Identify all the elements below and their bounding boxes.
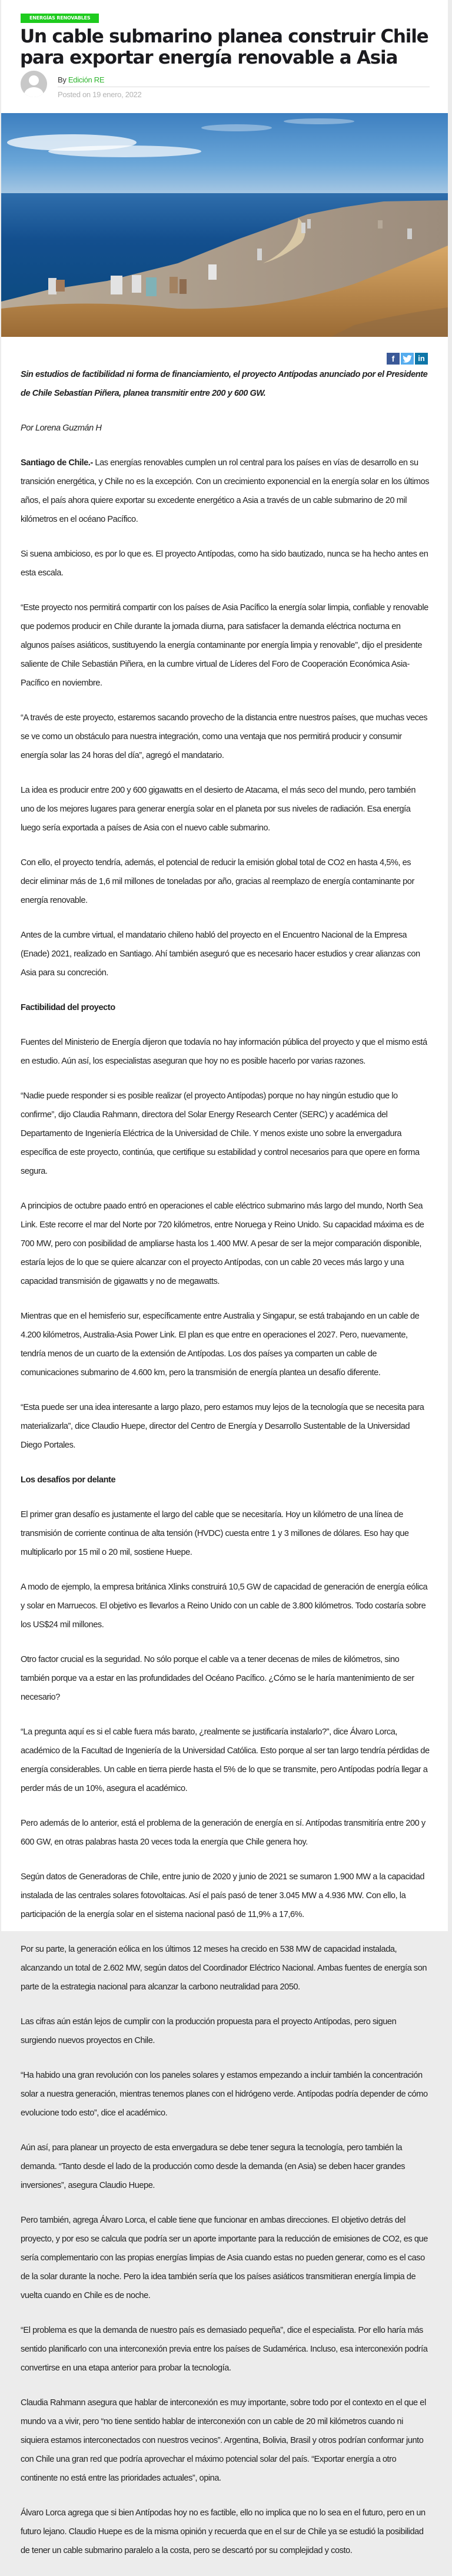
article-paragraph: Álvaro Lorca agrega que si bien Antípodas hoy no es factible, ello no implica que no lo sea en el futuro, pero en un futuro lejano. Claudio Huepe es de la misma opinión y recuerda que en el sur de Chile ya se estudió la posibilidad de tener un cable submarino paralelo a la costa, pero se descartó por su complejidad y costo.: [21, 2508, 426, 2555]
linkedin-share-icon[interactable]: in: [415, 353, 428, 365]
article-paragraph: Pero además de lo anterior, está el problema de la generación de energía en sí. Antípodas transmitiría entre 200 y 600 GW, en otras palabras hasta 20 veces toda la energía que Chile genera hoy.: [21, 1819, 426, 1847]
article-paragraph: Otro factor crucial es la seguridad. No sólo porque el cable va a tener decenas de miles de kilómetros, sino también porque va a estar en las profundidades del Océano Pacífico. ¿Cómo se le haría mantenimiento de ser necesario?: [21, 1655, 414, 1702]
byline-prefix: By: [58, 75, 67, 84]
section-heading-desafios: Los desafíos por delante: [21, 1475, 116, 1485]
article-paragraph: “Este proyecto nos permitirá compartir con los países de Asia Pacífico la energía solar limpia, confiable y renovable que podemos producir en Chile durante la jornada diurna, para satisfacer la demanda eléctrica nocturna en algunos países asiáticos, sustituyendo la energía contaminante por energía limpia y renovable”, dijo el presidente saliente de Chile Sebastián Piñera, en la cumbre virtual de Líderes del Foro de Cooperación Económica Asia-Pacífico en noviembre.: [21, 603, 428, 688]
avatar-shoulders: [24, 87, 44, 97]
article-paragraph: A principios de octubre paado entró en operaciones el cable eléctrico submarino más largo del mundo, North Sea Link. Este recorre el mar del Norte por 720 kilómetros, entre Noruega y Reino Unido. Su capacidad máxima es de 700 MW, pero con posibilidad de ampliarse hasta los 1.400 MW. A pesar de ser la mejor comparación disponible, estaría lejos de lo que se quiere alcanzar con el proyecto Antípodas, con un cable 20 veces más largo y una capacidad transmisión de gigawatts y no de megawatts.: [21, 1201, 424, 1286]
dateline: Santiago de Chile.-: [21, 458, 93, 468]
article-paragraph: “Nadie puede responder si es posible realizar (el proyecto Antípodas) porque no hay ningún estudio que lo confirme”, dijo Claudia Rahmann, directora del Solar Energy Research Center (SERC) y académica del Departamento de Ingeniería Eléctrica de la Universidad de Chile. Y menos existe uno sobre la envergadura específica de este proyecto, continúa, que certifique su estabilidad y control necesarios para que opere en forma segura.: [21, 1091, 420, 1176]
section-heading-factibilidad: Factibilidad del proyecto: [21, 1003, 115, 1012]
facebook-share-icon[interactable]: f: [387, 353, 400, 365]
paragraph-text: Las energías renovables cumplen un rol central para los países en vías de desarrollo en su transición energética, y Chile no es la excepción. Con un crecimiento exponencial en la energía solar en los últimos años, el país ahora quiere exportar su excedente energético a Asia a través de un cable submarino de 20 mil kilómetros en el océano Pacífico.: [21, 458, 430, 524]
article-paragraph: Con ello, el proyecto tendría, además, el potencial de reducir la emisión global total de CO2 en hasta 4,5%, es decir eliminar más de 1,6 mil millones de toneladas por año, gracias al reemplazo de energía contaminante por energía renovable.: [21, 858, 414, 905]
twitter-bird-icon: [403, 355, 412, 363]
author-avatar-icon[interactable]: [21, 71, 47, 97]
article-paragraph: Fuentes del Ministerio de Energía dijeron que todavía no hay información pública del proyecto y que el mismo está en estudio. Aún así, los especialistas aseguran que hoy no es posible hacerlo por varias razones.: [21, 1038, 427, 1066]
article-paragraph: Claudia Rahmann asegura que hablar de interconexión es muy importante, sobre todo por el contexto en el que el mundo va a vivir, pero “no tiene sentido hablar de interconexión con un cable de 20 mil kilómetros cuando ni siquiera estamos interconectados con nuestros vecinos”. Argentina, Bolivia, Brasil y otros podrían conformar junto con Chile una gran red que podría aprovechar el máximo potencial solar del país. “Exportar energía a otro continente no está entre las prioridades actuales”, opina.: [21, 2398, 426, 2483]
article-paragraph: La idea es producir entre 200 y 600 gigawatts en el desierto de Atacama, el más seco del mundo, pero también uno de los mejores lugares para generar energía solar en el planeta por sus niveles de radiación. Esa energía luego sería exportada a países de Asia con el nuevo cable submarino.: [21, 786, 416, 833]
article-paragraph: Mientras que en el hemisferio sur, específicamente entre Australia y Singapur, se está trabajando en un cable de 4.200 kilómetros, Australia-Asia Power Link. El plan es que entre en operaciones el 2027. Pero, nuevamente, tendría menos de un cuarto de la extensión de Antípodas. Los dos países ya comparten un cable de comunicaciones submarino de 4.600 km, pero la transmisión de energía plantea un desafío diferente.: [21, 1312, 420, 1378]
article-paragraph: “La pregunta aquí es si el cable fuera más barato, ¿realmente se justificaría instalarlo?”, dice Álvaro Lorca, académico de la Facultad de Ingeniería de la Universidad Católica. Esto porque al ser tan largo tendría pérdidas de energía considerables. Un cable en tierra pierde hasta el 5% de lo que se transmite, pero Antípodas podría llegar a perder más de un 10%, asegura el académico.: [21, 1727, 430, 1793]
article-paragraph: El primer gran desafío es justamente el largo del cable que se necesitaría. Hoy un kilómetro de una línea de transmisión de corriente continua de alta tensión (HVDC) cuesta entre 1 y 3 millones de dólares. Eso hay que multiplicarlo por 15 mil o 20 mil, sostiene Huepe.: [21, 1510, 409, 1557]
page-title: Un cable submarino planea construir Chile para exportar energía renovable a Asia: [20, 26, 428, 68]
article-paragraph: Si suena ambicioso, es por lo que es. El proyecto Antípodas, como ha sido bautizado, nunca se ha hecho antes en esta escala.: [21, 549, 428, 578]
author-link[interactable]: Edición RE: [68, 75, 105, 84]
article-page: [1, 0, 448, 2555]
post-date: Posted on 19 enero, 2022: [58, 90, 142, 99]
category-badge[interactable]: ENERGÍAS RENOVABLES: [21, 14, 99, 23]
article-body: [21, 365, 430, 2576]
article-paragraph: A modo de ejemplo, la empresa británica Xlinks construirá 10,5 GW de capacidad de generación de energía eólica y solar en Marruecos. El objetivo es llevarlos a Reino Unido con un cable de 3.800 kilómetros. Todo costaría sobre los US$24 mil millones.: [21, 1582, 428, 1630]
byline: [58, 75, 104, 84]
article-paragraph: “Ha habido una gran revolución con los paneles solares y estamos empezando a incluir también la concentración solar a nuestra generación, mientras tenemos planes con el hidrógeno verde. Antípodas podría depender de cómo evolucione todo esto”, dice el académico.: [21, 2071, 428, 2118]
article-reporter: Por Lorena Guzmán H: [21, 423, 102, 433]
article-paragraph: Según datos de Generadoras de Chile, entre junio de 2020 y junio de 2021 se sumaron 1.900 MW a la capacidad instalada de las centrales solares fotovoltaicas. Así el país pasó de tener 3.045 MW a 4.936 MW. Con ello, la participación de la energía solar en el sistema nacional pasó de 11,9% a 17,6%.: [21, 1872, 425, 1919]
article-paragraph: Las cifras aún están lejos de cumplir con la producción propuesta para el proyecto Antípodas, pero siguen surgiendo nuevos proyectos en Chile.: [21, 2017, 397, 2045]
article-paragraph: [21, 453, 430, 529]
article-lede: Sin estudios de factibilidad ni forma de financiamiento, el proyecto Antípodas anunciado por el Presidente de Chile Sebastían Piñera, planea transmitir entre 200 y 600 GW.: [21, 370, 428, 398]
article-paragraph: Pero también, agrega Álvaro Lorca, el cable tiene que funcionar en ambas direcciones. El objetivo detrás del proyecto, y por eso se calcula que podría ser un aporte importante para la reducción de emisiones de CO2, es que sería complementario con las propias energías limpias de Asia cuando estas no pueden generar, como es el caso de la solar durante la noche. Pero la idea también sería que los países asiáticos transmitieran energía limpia de vuelta cuando en Chile es de noche.: [21, 2216, 428, 2300]
article-paragraph: “Esta puede ser una idea interesante a largo plazo, pero estamos muy lejos de la tecnología que se necesita para materializarla”, dice Claudio Huepe, director del Centro de Energía y Desarrollo Sustentable de la Universidad Diego Portales.: [21, 1403, 424, 1450]
article-paragraph: “El problema es que la demanda de nuestro país es demasiado pequeña”, dice el especialista. Por ello haría más sentido planificarlo con una interconexión previa entre los países de Sudamérica. Incluso, esa interconexión podría convertirse en una etapa anterior para probar la tecnología.: [21, 2326, 428, 2373]
share-buttons: [387, 353, 428, 365]
article-paragraph: Aún así, para planear un proyecto de esta envergadura se debe tener segura la tecnología, pero también la demanda. “Tanto desde el lado de la producción como desde la demanda (en Asia) se deben hacer grandes inversiones”, asegura Claudio Huepe.: [21, 2143, 406, 2190]
avatar-head: [29, 75, 39, 85]
article-paragraph: “A través de este proyecto, estaremos sacando provecho de la distancia entre nuestros países, que muchas veces se ve como un obstáculo para nuestra integración, como una ventaja que nos permitirá producir y consumir energía solar las 24 horas del día”, agregó el mandatario.: [21, 713, 428, 760]
twitter-share-icon[interactable]: [401, 353, 414, 365]
article-paragraph: Antes de la cumbre virtual, el mandatario chileno habló del proyecto en el Encuentro Nacional de la Empresa (Enade) 2021, realizado en Santiago. Ahí también aseguró que es necesario hacer estudios y crear alianzas con Asia para su concreción.: [21, 931, 420, 978]
article-paragraph: Por su parte, la generación eólica en los últimos 12 meses ha crecido en 538 MW de capacidad instalada, alcanzando un total de 2.602 MW, según datos del Coordinador Eléctrico Nacional. Ambas fuentes de energía son parte de la estrategia nacional para alcanzar la carbono neutralidad para 2050.: [21, 1945, 427, 1992]
hero-image: [1, 113, 448, 337]
